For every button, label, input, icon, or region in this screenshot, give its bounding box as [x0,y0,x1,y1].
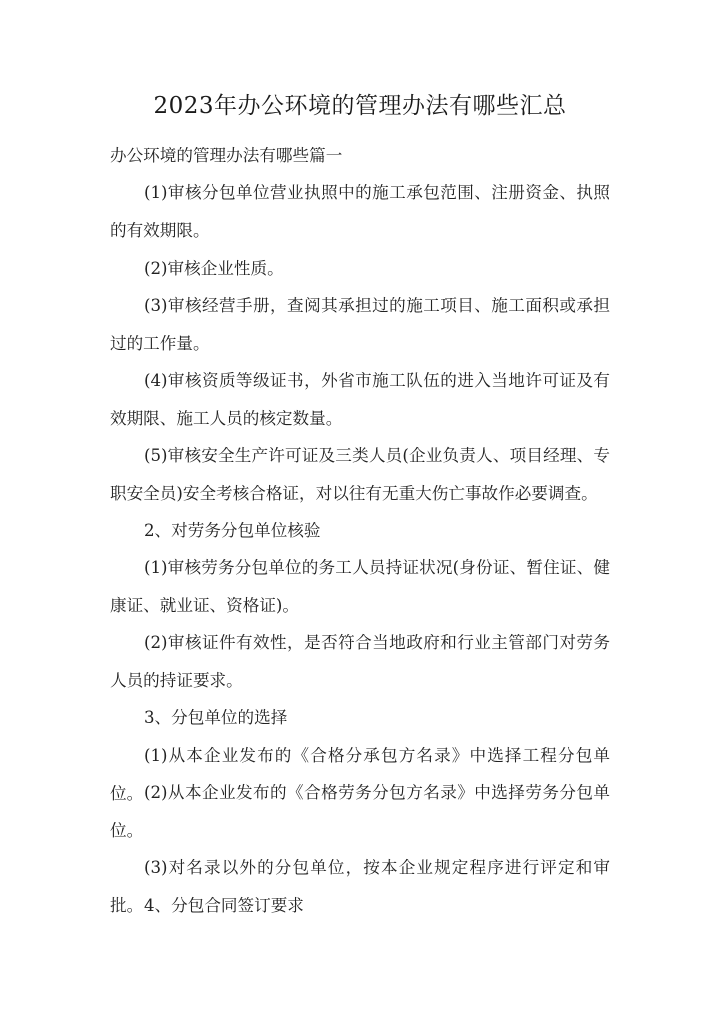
paragraph-item-2: (2)审核企业性质。 [144,259,284,278]
document-title: 2023年办公环境的管理办法有哪些汇总 [153,93,567,119]
paragraph-selection-1: (1)从本企业发布的《合格分承包方名录》中选择工程分包单位。 [110,746,610,803]
paragraph-item-5: (5)审核安全生产许可证及三类人员(企业负责人、项目经理、专职安全员)安全考核合格证，对以往有无重大伤亡事故作必要调查。 [110,446,610,503]
paragraph-item-1: (1)审核分包单位营业执照中的施工承包范围、注册资金、执照的有效期限。 [110,183,610,240]
subheading-labor-subcontract: 2、对劳务分包单位核验 [144,521,321,540]
paragraph-item-3: (3)审核经营手册，查阅其承担过的施工项目、施工面积或承担过的工作量。 [110,296,610,353]
paragraph-labor-2: (2)审核证件有效性，是否符合当地政府和行业主管部门对劳务人员的持证要求。 [110,633,610,690]
subheading-contract-requirements: 4、分包合同签订要求 [144,896,304,915]
paragraph-item-4: (4)审核资质等级证书，外省市施工队伍的进入当地许可证及有效期限、施工人员的核定数量。 [110,371,610,428]
subheading-subcontractor-selection: 3、分包单位的选择 [144,708,288,727]
section-heading-part-one: 办公环境的管理办法有哪些篇一 [110,146,343,165]
paragraph-selection-3: (3)对名录以外的分包单位，按本企业规定程序进行评定和审批。 [110,858,610,915]
paragraph-selection-2: (2)从本企业发布的《合格劳务分包方名录》中选择劳务分包单位。 [110,783,610,840]
paragraph-labor-1: (1)审核劳务分包单位的务工人员持证状况(身份证、暂住证、健康证、就业证、资格证)。 [110,558,610,615]
